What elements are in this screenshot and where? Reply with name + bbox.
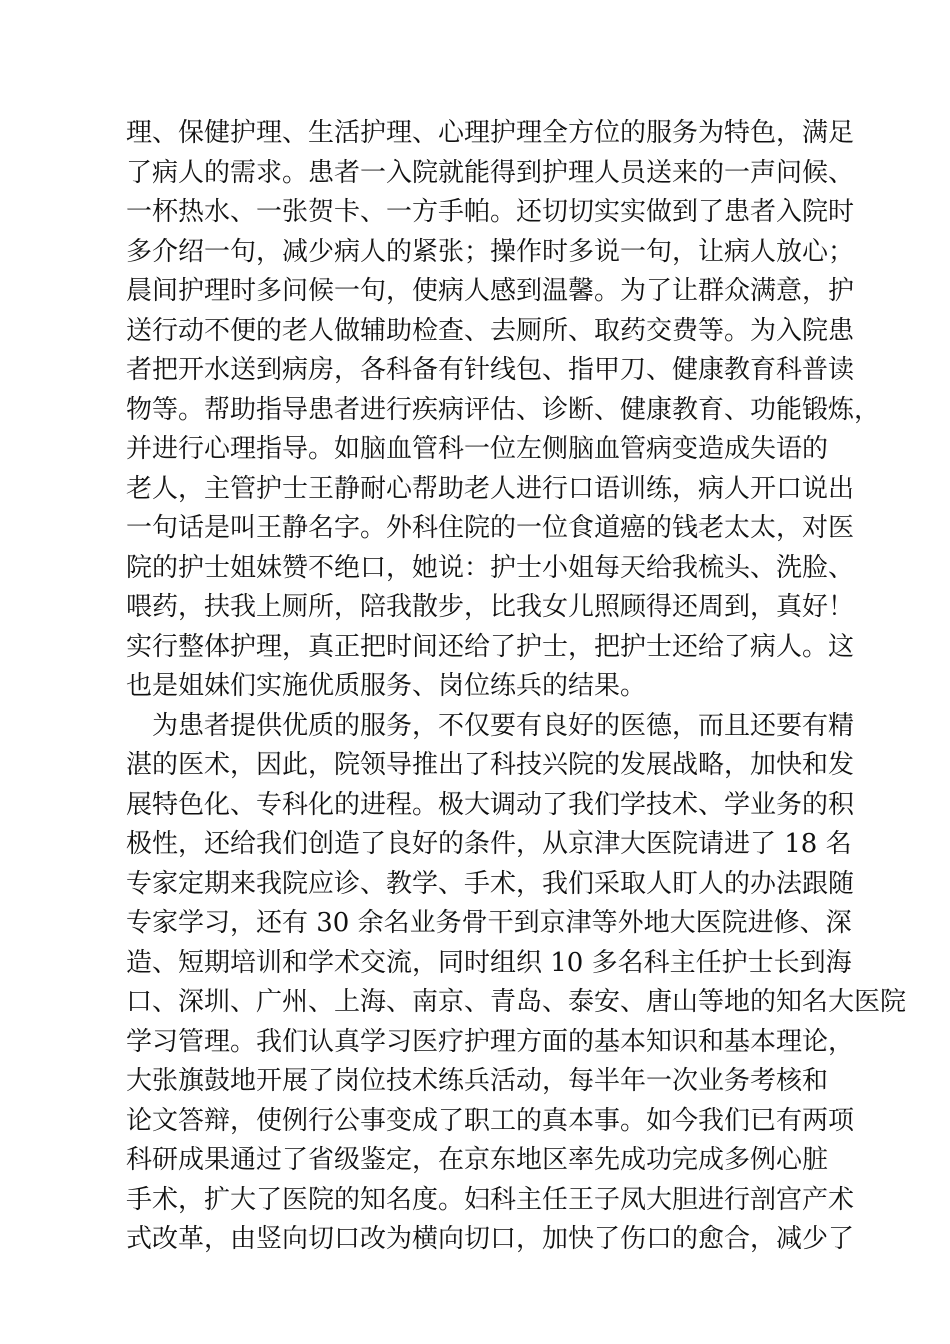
text-line: 实行整体护理，真正把时间还给了护士，把护士还给了病人。这 — [126, 631, 855, 662]
body-text — [126, 114, 907, 1260]
text-line: 者把开水送到病房，各科备有针线包、指甲刀、健康教育科普读 — [126, 355, 855, 385]
text-line: 专家定期来我院应诊、教学、手术，我们采取人盯人的办法跟随 — [126, 868, 855, 899]
text-line: 物等。帮助指导患者进行疾病评估、诊断、健康教育、功能锻炼， — [126, 394, 881, 425]
text-line: 极性，还给我们创造了良好的条件，从京津大医院请进了 18 名 — [126, 829, 852, 859]
text-line: 式改革，由竖向切口改为横向切口，加快了伤口的愈合，减少了 — [126, 1224, 855, 1254]
text-line: 理、保健护理、生活护理、心理护理全方位的服务为特色，满足 — [126, 118, 855, 148]
text-line: 湛的医术，因此，院领导推出了科技兴院的发展战略，加快和发 — [126, 750, 855, 780]
text-line: 口、深圳、广州、上海、南京、青岛、泰安、唐山等地的知名大医院 — [126, 987, 907, 1017]
text-line: 并进行心理指导。如脑血管科一位左侧脑血管病变造成失语的 — [126, 434, 829, 464]
text-line: 送行动不便的老人做辅助检查、去厕所、取药交费等。为入院患 — [126, 315, 855, 346]
text-line: 一杯热水、一张贺卡、一方手帕。还切切实实做到了患者入院时 — [126, 197, 855, 227]
text-line: 老人，主管护士王静耐心帮助老人进行口语训练，病人开口说出 — [126, 473, 855, 504]
text-line: 专家学习，还有 30 余名业务骨干到京津等外地大医院进修、深 — [126, 908, 852, 938]
text-line: 多介绍一句，减少病人的紧张；操作时多说一句，让病人放心； — [126, 236, 855, 267]
text-line: 晨间护理时多问候一句，使病人感到温馨。为了让群众满意，护 — [126, 276, 855, 306]
text-line: 一句话是叫王静名字。外科住院的一位食道癌的钱老太太，对医 — [126, 513, 855, 543]
text-line: 科研成果通过了省级鉴定，在京东地区率先成功完成多例心脏 — [126, 1145, 829, 1175]
text-line: 了病人的需求。患者一入院就能得到护理人员送来的一声问候、 — [126, 157, 855, 188]
text-line: 手术，扩大了医院的知名度。妇科主任王子凤大胆进行剖宫产术 — [126, 1184, 855, 1215]
text-line: 造、短期培训和学术交流，同时组织 10 多名科主任护士长到海 — [126, 947, 852, 978]
text-line: 院的护士姐妹赞不绝口，她说：护士小姐每天给我梳头、洗脸、 — [126, 552, 855, 583]
text-line: 喂药，扶我上厕所，陪我散步，比我女儿照顾得还周到，真好！ — [126, 592, 855, 622]
paragraph-first-line: 为患者提供优质的服务，不仅要有良好的医德，而且还要有精 — [152, 710, 855, 741]
text-line: 大张旗鼓地开展了岗位技术练兵活动，每半年一次业务考核和 — [126, 1066, 829, 1096]
paragraph-end-line: 也是姐妹们实施优质服务、岗位练兵的结果。 — [126, 671, 647, 701]
text-line: 学习管理。我们认真学习医疗护理方面的基本知识和基本理论， — [126, 1026, 855, 1057]
text-line: 论文答辩，使例行公事变成了职工的真本事。如今我们已有两项 — [126, 1105, 855, 1136]
text-line: 展特色化、专科化的进程。极大调动了我们学技术、学业务的积 — [126, 789, 855, 820]
